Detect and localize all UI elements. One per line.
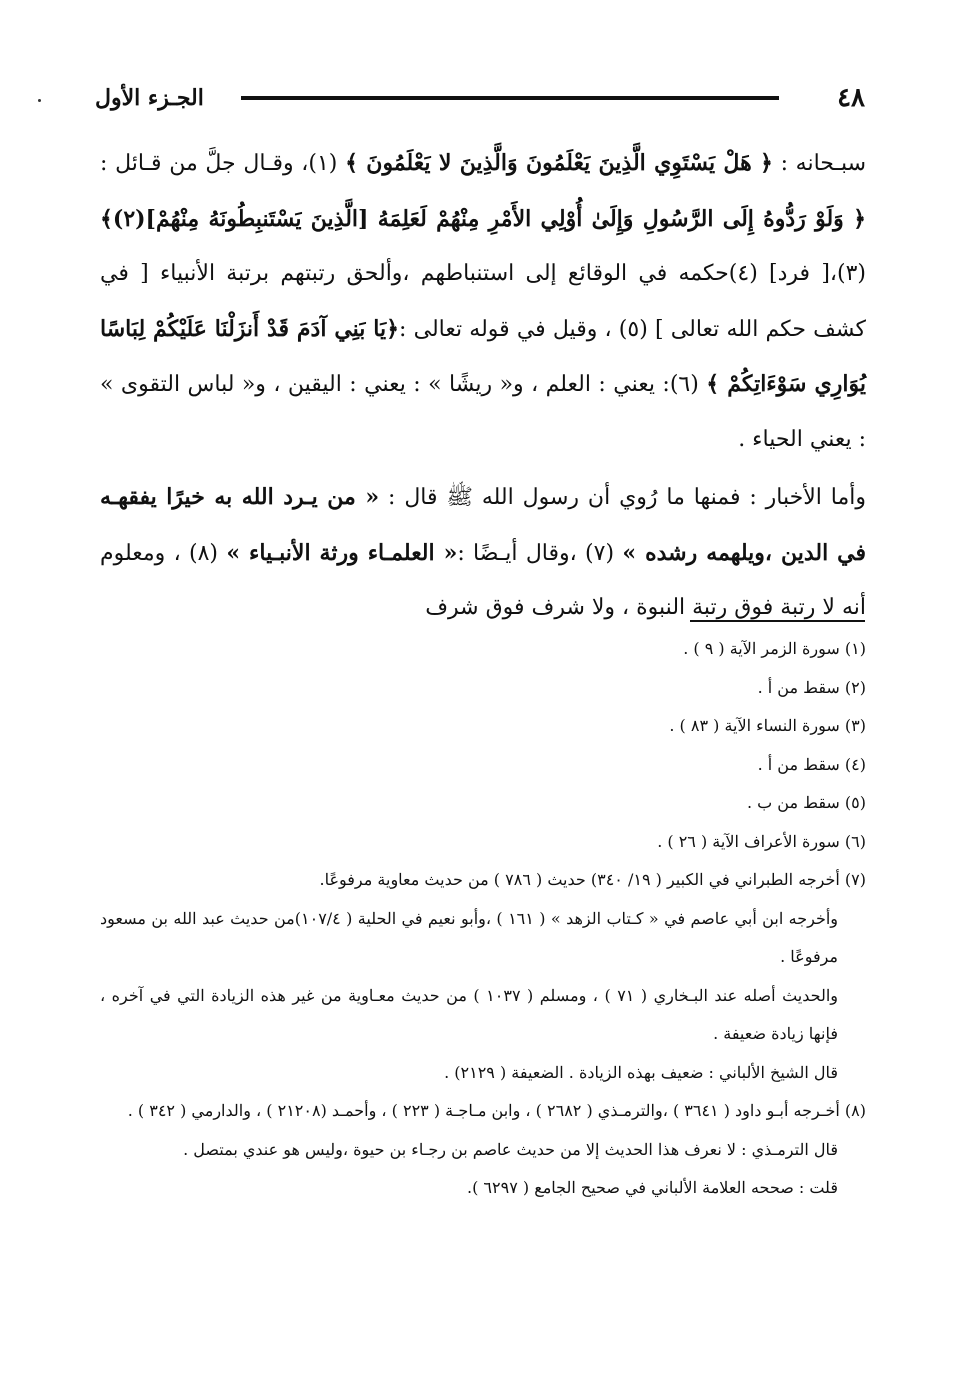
hadith-quote: « العلمـاء ورثة الأنبـياء »: [226, 539, 458, 566]
page-header: [95, 78, 865, 118]
text-segment: (٨) ، ومعلوم أنه لا رتبة فوق رتبة النبوة ، ولا شرف فوق شرف: [100, 540, 866, 620]
header-rule: [241, 96, 779, 100]
footnote: قال الشيخ الألباني : ضعيف بهذه الزيادة . الضعيفة ( ٢١٢٩) .: [444, 1062, 838, 1082]
text-segment: (٧) ،وقال أيـضًا :: [457, 540, 623, 566]
text-segment: سبـحانه :: [772, 151, 867, 176]
main-text: [100, 136, 866, 636]
text-segment: (٣)،[ فرد] (٤)حكمه في الوقائع إلى استنباطهم ،وألحق رتبتهم برتبة الأنبياء [ في كشف حكم الله تعالى ] (٥) ، وقيل في قوله تعالى :: [100, 261, 867, 342]
body-paragraph: [100, 470, 866, 636]
footnote: والحديث أصله عند البـخاري ( ٧١ ) ، ومسلم ( ١٠٣٧ ) من حديث معـاوية من غير هذه الزيادة التي في آخره ، فإنها زيادة ضعيفة .: [100, 985, 839, 1043]
footnote: (٦) سورة الأعراف الآية ( ٢٦ ) .: [657, 831, 866, 851]
quran-verse: ﴿ هَلْ يَسْتَوِي الَّذِينَ يَعْلَمُونَ وَالَّذِينَ لا يَعْلَمُونَ ﴾: [345, 150, 773, 176]
footnote: (٤) سقط من أ .: [757, 754, 866, 774]
footnote: (٥) سقط من ب .: [746, 793, 866, 812]
text-segment: (٦): يعني : العلم ، و« ريشًا » : يعني : اليقين ، و« لباس التقوى » : يعني الحياء .: [100, 372, 866, 452]
quran-verse: ﴿يَا بَنِي آدَمَ قَدْ أَنزَلْنَا عَلَيْكُمْ لِبَاسًا يُوَارِي سَوْءَاتِكُمْ ﴾: [100, 315, 866, 397]
footnote: قال الترمـذي : لا نعرف هذا الحديث إلا من حديث عاصم بن رجـاء بن حيوة ،وليس هو عندي بمتصل .: [183, 1139, 838, 1159]
stray-mark: [38, 99, 41, 102]
footnote-separator: [690, 620, 865, 622]
footnote: (٣) سورة النساء الآية ( ٨٣ ) .: [669, 716, 866, 735]
footnote: (٢) سقط من أ .: [757, 677, 866, 697]
footnote: (٧) أخرجه الطبراني في الكبير ( ١٩/ ٣٤٠) حديث ( ٧٨٦ ) من حديث معاوية مرفوعًا.: [319, 870, 866, 889]
body-paragraph: [100, 136, 866, 467]
page-number: ٤٨: [837, 83, 865, 113]
text-segment: (١)، وقـال جلَّ من قـائل :: [100, 151, 346, 176]
hadith-quote: « من يـرد الله به خيرًا يفقهـه في الدين ،ويلهمه رشده »: [100, 484, 867, 566]
footnote: (١) سورة الزمر الآية ( ٩ ) .: [683, 639, 866, 658]
text-segment: وأما الأخبار : فمنها ما رُوي أن رسول الله ﷺ قال :: [379, 485, 866, 510]
quran-verse: ﴿ وَلَوْ رَدُّوهُ إِلَى الرَّسُولِ وَإِلَىٰ أُوْلِي الأَمْرِ مِنْهُمْ لَعَلِمَهُ [الَّذِينَ يَسْتَنبِطُونَهُ مِنْهُمْ](٢)﴾: [100, 205, 866, 232]
footnotes: [100, 630, 866, 1208]
footnote: (٨) أخـرجه أبـو داود ( ٣٦٤١ ) ،والترمـذي ( ٢٦٨٢ ) ، وابن مـاجـة ( ٢٢٣ ) ، وأحمـد (٢١٢٠٨ ) ، والدارمي ( ٣٤٢ ) .: [127, 1101, 866, 1120]
part-title: الجـزء الأول: [95, 85, 204, 111]
footnote: قلت : صححه العلامة الألباني في صحيح الجامع ( ٦٢٩٧ ).: [466, 1178, 838, 1197]
footnote: وأخرجه ابن أبي عاصم في « كـتاب الزهد » ( ١٦١ ) ،وأبو نعيم في الحلية ( ١٠٧/٤)من حديث عبد الله بن مسعود مرفوعًا .: [100, 908, 839, 966]
